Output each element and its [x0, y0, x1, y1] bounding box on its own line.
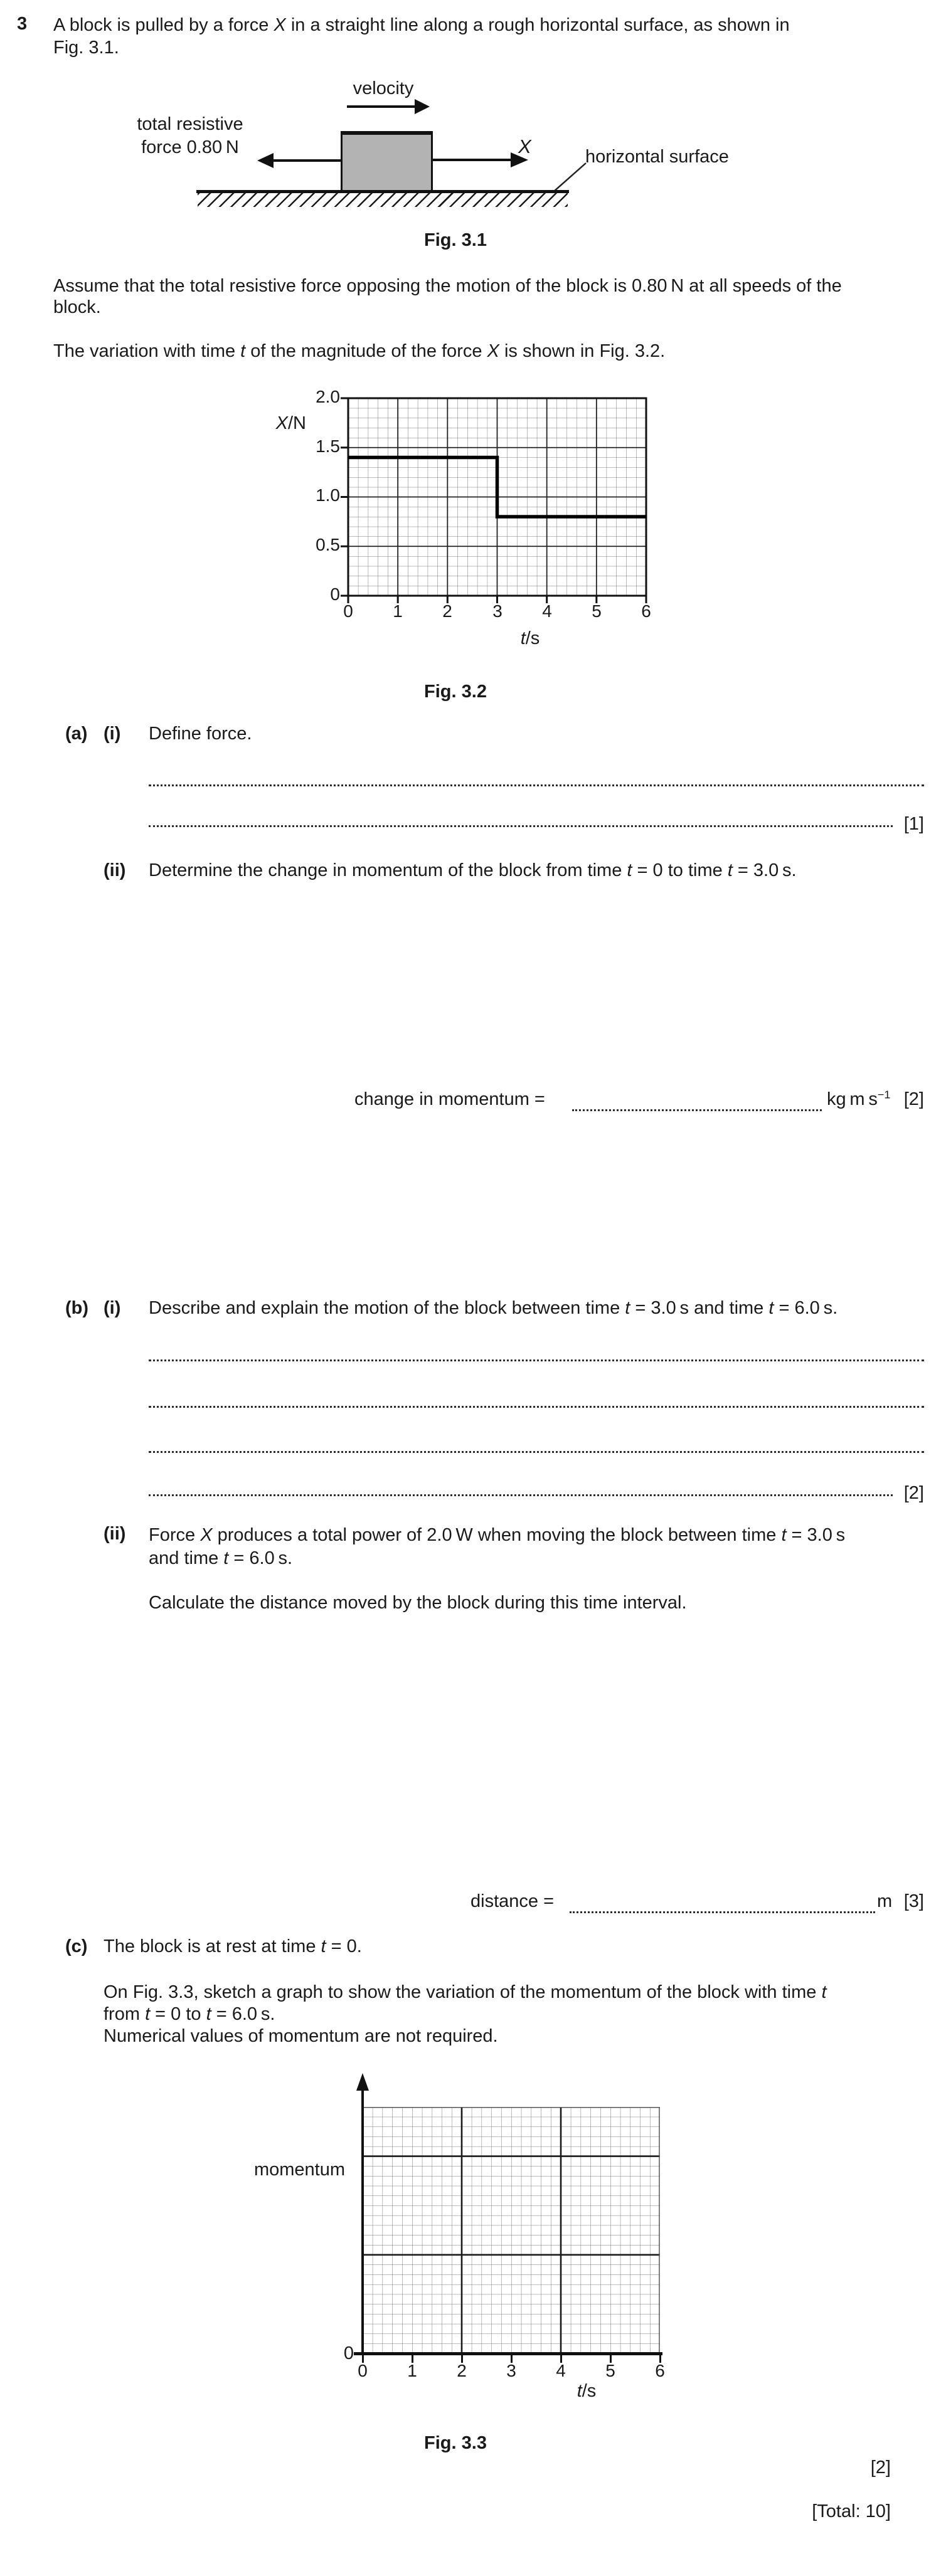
part-b-i-marks: [2]: [903, 1483, 924, 1503]
part-c-line1: On Fig. 3.3, sketch a graph to show the variation of the momentum of the block with time t: [104, 1982, 827, 2002]
momentum-answer-prefix: change in momentum =: [354, 1089, 545, 1109]
fig32-caption: Fig. 3.2: [424, 682, 487, 702]
part-a-ii-label: (ii): [104, 860, 126, 880]
part-a-i-label: (i): [104, 724, 121, 744]
fig32-y-tick-2.0: 2.0: [316, 387, 340, 406]
answer-line: [149, 784, 924, 786]
fig33-caption: Fig. 3.3: [424, 2433, 487, 2453]
velocity-arrow-head-icon: [415, 99, 430, 114]
fig32-x-tick-1: 1: [393, 601, 403, 621]
question-number: 3: [17, 14, 28, 34]
fig33-grid[interactable]: [363, 2107, 660, 2353]
fig33-y-axis: [361, 2089, 364, 2355]
momentum-answer-line: [572, 1109, 822, 1111]
fig33-x-tick-5: 5: [605, 2361, 615, 2380]
fig33-x-tick-6: 6: [655, 2361, 665, 2380]
part-c-line3: Numerical values of momentum are not required.: [104, 2026, 498, 2046]
part-a-label: (a): [65, 724, 88, 744]
question-intro-line2: Fig. 3.1.: [53, 38, 119, 58]
part-b-label: (b): [65, 1298, 89, 1318]
momentum-answer-unit: kg m $s^{-1}$: [827, 1088, 891, 1109]
force-x-label: X: [518, 135, 531, 157]
fig32-x-axis-label: t/s: [520, 628, 540, 648]
answer-line: [149, 1451, 924, 1453]
horizontal-surface-label: horizontal surface: [585, 147, 729, 167]
fig32-x-tick-5: 5: [592, 601, 602, 621]
fig33-x-tick-2: 2: [457, 2361, 467, 2380]
distance-answer-line: [570, 1911, 875, 1913]
resistive-arrow-shaft: [274, 159, 341, 162]
part-a-ii-marks: [2]: [903, 1089, 924, 1109]
velocity-arrow-shaft: [347, 105, 416, 108]
part-b-i-label: (i): [104, 1298, 121, 1318]
part-b-ii-text: [149, 1524, 933, 1570]
distance-answer-unit: m: [877, 1891, 893, 1911]
resistive-force-line1: total resistive: [137, 114, 243, 134]
fig32-y-tick-0.5: 0.5: [316, 535, 340, 554]
fig33-x-tick-1: 1: [407, 2361, 417, 2380]
part-c-line2: from t = 0 to t = 6.0 s.: [104, 2004, 275, 2024]
surface-leader-line: [550, 161, 590, 194]
part-b-i-text: Describe and explain the motion of the block between time t = 3.0 s and time t = 6.0 s.: [149, 1298, 838, 1318]
fig31-caption: Fig. 3.1: [424, 230, 487, 250]
fig32-y-tick-1.5: 1.5: [316, 436, 340, 456]
fig32-x-tick-0: 0: [343, 601, 353, 621]
fig33-x-axis: [354, 2352, 662, 2355]
part-b-ii-line2: and time t = 6.0 s.: [149, 1548, 293, 1568]
question-intro-line1: A block is pulled by a force X in a straight line along a rough horizontal surface, as shown in: [53, 15, 790, 35]
part-c-text: The block is at rest at time t = 0.: [104, 1936, 362, 1956]
part-c-paragraph: [104, 1982, 932, 2047]
part-b-ii-calc-text: Calculate the distance moved by the block during this time interval.: [149, 1593, 687, 1613]
answer-line: [149, 1359, 924, 1361]
fig32-x-tick-3: 3: [492, 601, 502, 621]
part-a-ii-text: Determine the change in momentum of the block from time t = 0 to time t = 3.0 s.: [149, 860, 797, 880]
velocity-label: velocity: [353, 78, 414, 98]
part-b-ii-line1: Force X produces a total power of 2.0 W when moving the block between time t = 3.0 s: [149, 1525, 846, 1545]
force-x-arrow-shaft: [433, 159, 512, 161]
fig32-y-ticks: [341, 398, 348, 596]
distance-answer-prefix: distance =: [470, 1891, 555, 1911]
fig32-y-tick-1.0: 1.0: [316, 485, 340, 505]
fig32-x-tick-4: 4: [542, 601, 552, 621]
variation-paragraph: The variation with time t of the magnitude of the force X is shown in Fig. 3.2.: [53, 341, 666, 361]
block: [341, 131, 433, 192]
fig32-y-axis-label: X/N: [275, 413, 306, 433]
assume-line1: Assume that the total resistive force opposing the motion of the block is 0.80 N at all speeds of the: [53, 276, 842, 296]
fig32-y-tick-0: 0: [330, 584, 340, 604]
part-c-label: (c): [65, 1936, 88, 1956]
fig33-origin-label: 0: [343, 2343, 354, 2363]
resistive-force-line2: force 0.80 N: [141, 137, 239, 157]
fig33-y-axis-label: momentum: [253, 2160, 345, 2180]
fig32-x-tick-2: 2: [442, 601, 452, 621]
y-axis-arrow-icon: [356, 2073, 369, 2091]
answer-line: [149, 1406, 924, 1408]
part-c-marks: [2]: [870, 2457, 891, 2478]
assume-line2: block.: [53, 297, 101, 317]
resistive-force-label: [124, 113, 256, 159]
resistive-arrow-head-icon: [257, 153, 274, 168]
answer-line: [149, 825, 893, 827]
fig33-x-tick-0: 0: [358, 2361, 368, 2380]
fig33-x-axis-label: t/s: [577, 2381, 597, 2401]
ground-hatching: [198, 193, 568, 207]
question-intro: [53, 14, 932, 59]
part-b-ii-label: (ii): [104, 1524, 126, 1544]
part-a-i-marks: [1]: [903, 814, 924, 834]
fig32-grid: [348, 398, 646, 596]
part-a-i-text: Define force.: [149, 724, 252, 744]
total-marks: [Total: 10]: [812, 2501, 891, 2521]
fig33-x-tick-4: 4: [556, 2361, 566, 2380]
fig33-x-tick-3: 3: [506, 2361, 516, 2380]
fig32-x-tick-6: 6: [641, 601, 651, 621]
part-b-ii-marks: [3]: [903, 1891, 924, 1911]
assume-paragraph: [53, 275, 932, 318]
answer-line: [149, 1494, 893, 1496]
